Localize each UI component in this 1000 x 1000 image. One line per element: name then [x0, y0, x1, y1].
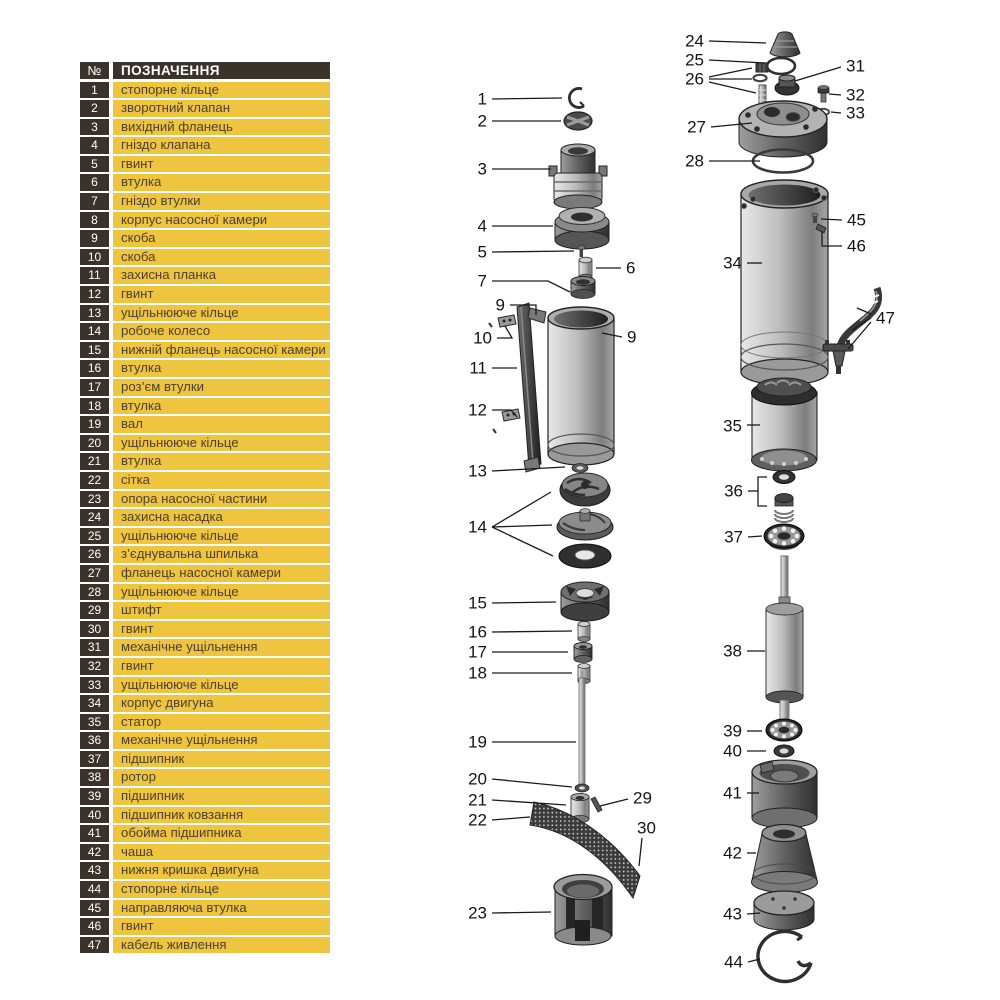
row-name: ущільнююче кільце: [113, 435, 330, 452]
row-name: захисна насадка: [113, 509, 330, 526]
callout-41-43: 41: [723, 783, 742, 803]
row-name: гвинт: [113, 621, 330, 638]
leader-line-23: [492, 912, 551, 913]
row-name: чаша: [113, 844, 330, 861]
row-number: 3: [80, 119, 109, 136]
callout-40-42: 40: [723, 741, 742, 761]
part-2-check-valve: [564, 112, 592, 130]
leader-line-5: [492, 251, 574, 252]
callout-32-29: 32: [846, 85, 865, 105]
row-number: 23: [80, 491, 109, 508]
row-name: механічне ущільнення: [113, 639, 330, 656]
row-name: корпус двигуна: [113, 695, 330, 712]
part-32-screw: [818, 85, 829, 102]
leader-line-14: [492, 492, 551, 527]
callout-37-39: 37: [724, 527, 743, 547]
header-name-cell: ПОЗНАЧЕННЯ: [113, 62, 330, 79]
row-number: 40: [80, 807, 109, 824]
callout-34-33: 34: [723, 253, 742, 273]
callout-43-45: 43: [723, 904, 742, 924]
part-41-bearing-holder: [752, 760, 817, 828]
row-name: скоба: [113, 230, 330, 247]
part-26-stud-set: [754, 63, 769, 106]
part-13-seal-ring: [572, 464, 588, 473]
part-44-snap-ring: [758, 931, 811, 981]
part-47-power-cable: [823, 288, 879, 374]
callout-14-13: 14: [468, 517, 487, 537]
row-name: роз’єм втулки: [113, 379, 330, 396]
row-name: вал: [113, 416, 330, 433]
row-number: 28: [80, 584, 109, 601]
row-number: 13: [80, 305, 109, 322]
row-name: статор: [113, 714, 330, 731]
row-number: 6: [80, 174, 109, 191]
row-number: 32: [80, 658, 109, 675]
callout-5-4: 5: [477, 242, 487, 262]
header-num-cell: №: [80, 62, 109, 79]
row-name: підшипник: [113, 788, 330, 805]
part-7-sleeve-seat: [571, 277, 595, 299]
part-29-pin: [591, 797, 602, 812]
row-number: 10: [80, 249, 109, 266]
callout-layer: [468, 32, 895, 972]
row-name: гвинт: [113, 658, 330, 675]
row-name: ротор: [113, 769, 330, 786]
part-38-rotor: [766, 556, 803, 720]
callout-46-35: 46: [847, 236, 866, 256]
row-name: гвинт: [113, 156, 330, 173]
callout-36-38: 36: [724, 481, 743, 501]
callout-7-6: 7: [477, 271, 487, 291]
row-number: 12: [80, 286, 109, 303]
row-number: 41: [80, 825, 109, 842]
row-name: ущільнююче кільце: [113, 305, 330, 322]
row-name: з’єднувальна шпилька: [113, 546, 330, 563]
leader-line-26: [709, 82, 756, 93]
row-number: 38: [80, 769, 109, 786]
leader-line-16: [492, 631, 572, 632]
callout-33-30: 33: [846, 103, 865, 123]
row-name: втулка: [113, 174, 330, 191]
row-number: 24: [80, 509, 109, 526]
callout-25-26: 25: [685, 50, 704, 70]
callout-29-22: 29: [633, 788, 652, 808]
leader-line-26: [709, 68, 752, 77]
callout-12-11: 12: [468, 400, 487, 420]
row-number: 22: [80, 472, 109, 489]
leader-line-25: [709, 60, 766, 63]
row-number: 16: [80, 360, 109, 377]
part-37-bearing: [764, 524, 804, 550]
row-name: підшипник ковзання: [113, 807, 330, 824]
part-17-sleeve-coupling: [574, 643, 592, 663]
row-number: 33: [80, 677, 109, 694]
leader-line-15: [492, 602, 556, 603]
leader-line-32: [829, 94, 841, 95]
row-number: 26: [80, 546, 109, 563]
leader-line-30: [639, 838, 642, 866]
part-42-cup: [752, 825, 818, 893]
part-15-lower-flange: [561, 582, 609, 621]
row-name: втулка: [113, 360, 330, 377]
row-name: стопорне кільце: [113, 82, 330, 99]
row-name: зворотний клапан: [113, 100, 330, 117]
part-11-guard-strip: [517, 303, 546, 472]
callout-28-32: 28: [685, 151, 704, 171]
callout-27-31: 27: [687, 117, 706, 137]
row-name: стопорне кільце: [113, 881, 330, 898]
callout-39-41: 39: [723, 721, 742, 741]
callout-15-14: 15: [468, 593, 487, 613]
callout-9-8: 9: [627, 327, 637, 347]
leader-line-33: [831, 112, 841, 113]
part-3-outlet-flange: [549, 144, 607, 209]
row-number: 39: [80, 788, 109, 805]
part-8-pump-chamber-body: [548, 307, 614, 465]
callout-42-44: 42: [723, 843, 742, 863]
leader-line-29: [600, 799, 628, 806]
row-number: 46: [80, 918, 109, 935]
callout-2-1: 2: [477, 111, 487, 131]
part-19-shaft: [579, 670, 585, 786]
row-number: 47: [80, 937, 109, 954]
row-number: 30: [80, 621, 109, 638]
row-name: скоба: [113, 249, 330, 266]
leader-line-14: [492, 525, 552, 527]
leader-line-10: [497, 326, 512, 338]
leader-line-7: [492, 281, 570, 292]
part-31-mechanical-seal: [775, 75, 799, 95]
row-number: 44: [80, 881, 109, 898]
row-number: 8: [80, 212, 109, 229]
row-name: втулка: [113, 398, 330, 415]
row-number: 5: [80, 156, 109, 173]
row-name: фланець насосної камери: [113, 565, 330, 582]
callout-11-10: 11: [469, 358, 487, 378]
row-name: вихідний фланець: [113, 119, 330, 136]
leader-line-14: [492, 527, 553, 556]
callout-19-18: 19: [468, 732, 487, 752]
part-5-screw: [578, 246, 585, 258]
callout-30-23: 30: [637, 818, 656, 838]
leader-line-1: [492, 98, 562, 99]
callout-44-46: 44: [724, 952, 743, 972]
part-23-pump-support: [554, 875, 612, 946]
row-number: 29: [80, 602, 109, 619]
row-number: 20: [80, 435, 109, 452]
row-number: 14: [80, 323, 109, 340]
part-24-protective-cap: [770, 32, 800, 57]
part-14-impeller-stack: [557, 473, 613, 568]
callout-24-25: 24: [685, 31, 704, 51]
row-number: 27: [80, 565, 109, 582]
callout-4-3: 4: [477, 216, 487, 236]
row-number: 19: [80, 416, 109, 433]
leader-line-24: [709, 41, 766, 43]
row-name: захисна планка: [113, 267, 330, 284]
row-number: 2: [80, 100, 109, 117]
row-name: втулка: [113, 453, 330, 470]
callout-16-15: 16: [468, 622, 487, 642]
row-number: 17: [80, 379, 109, 396]
row-number: 25: [80, 528, 109, 545]
part-35-stator: [752, 378, 818, 471]
callout-31-28: 31: [846, 56, 865, 76]
row-name: механічне ущільнення: [113, 732, 330, 749]
callout-47-36: 47: [876, 308, 895, 328]
callout-21-20: 21: [468, 790, 487, 810]
leader-line-20: [492, 779, 572, 787]
row-name: гніздо втулки: [113, 193, 330, 210]
callout-10-9: 10: [473, 328, 492, 348]
row-name: сітка: [113, 472, 330, 489]
leader-line-36: [758, 477, 767, 506]
callout-3-2: 3: [477, 159, 487, 179]
row-number: 1: [80, 82, 109, 99]
callout-13-12: 13: [468, 461, 487, 481]
part-12-clamp: [493, 409, 520, 433]
row-number: 31: [80, 639, 109, 656]
part-10-clamp: [489, 315, 516, 327]
callout-35-37: 35: [723, 416, 742, 436]
callout-23-24: 23: [468, 903, 487, 923]
leader-line-22: [492, 817, 530, 820]
row-name: гвинт: [113, 918, 330, 935]
part-4-valve-seat: [555, 208, 609, 250]
callout-1-0: 1: [477, 89, 487, 109]
row-number: 4: [80, 137, 109, 154]
row-name: підшипник: [113, 751, 330, 768]
part-36-mechanical-seal-set: [773, 471, 795, 523]
row-name: обойма підшипника: [113, 825, 330, 842]
row-name: корпус насосної камери: [113, 212, 330, 229]
row-number: 21: [80, 453, 109, 470]
row-number: 7: [80, 193, 109, 210]
row-name: направляюча втулка: [113, 900, 330, 917]
row-name: нижній фланець насосної камери: [113, 342, 330, 359]
row-number: 37: [80, 751, 109, 768]
part-1-snap-ring: [569, 88, 584, 107]
callout-20-19: 20: [468, 769, 487, 789]
callout-18-17: 18: [468, 663, 487, 683]
leader-line-37: [748, 536, 762, 537]
row-name: кабель живлення: [113, 937, 330, 954]
part-39-bearing: [766, 719, 802, 741]
row-name: нижня кришка двигуна: [113, 862, 330, 879]
part-43-motor-end-cap: [754, 891, 814, 930]
part-25-o-ring: [767, 58, 795, 74]
row-number: 18: [80, 398, 109, 415]
row-number: 34: [80, 695, 109, 712]
row-number: 9: [80, 230, 109, 247]
row-name: гвинт: [113, 286, 330, 303]
callout-17-16: 17: [468, 642, 487, 662]
callout-22-21: 22: [468, 810, 487, 830]
row-name: ущільнююче кільце: [113, 528, 330, 545]
row-name: гніздо клапана: [113, 137, 330, 154]
leader-line-31: [795, 67, 841, 81]
part-16-sleeve: [578, 622, 590, 642]
callout-26-27: 26: [685, 69, 704, 89]
row-number: 43: [80, 862, 109, 879]
row-number: 11: [80, 267, 109, 284]
row-name: штифт: [113, 602, 330, 619]
callout-9-7: 9: [495, 295, 505, 315]
row-number: 45: [80, 900, 109, 917]
callout-38-40: 38: [723, 641, 742, 661]
leader-line-21: [492, 800, 566, 805]
part-40-slide-bearing: [774, 745, 794, 757]
row-name: робоче колесо: [113, 323, 330, 340]
row-number: 36: [80, 732, 109, 749]
row-number: 42: [80, 844, 109, 861]
row-name: ущільнююче кільце: [113, 584, 330, 601]
part-20-seal-ring: [575, 784, 589, 792]
row-number: 15: [80, 342, 109, 359]
row-name: опора насосної частини: [113, 491, 330, 508]
row-number: 35: [80, 714, 109, 731]
row-name: ущільнююче кільце: [113, 677, 330, 694]
callout-6-5: 6: [626, 258, 636, 278]
callout-45-34: 45: [847, 210, 866, 230]
part-34-motor-housing: [741, 180, 828, 385]
